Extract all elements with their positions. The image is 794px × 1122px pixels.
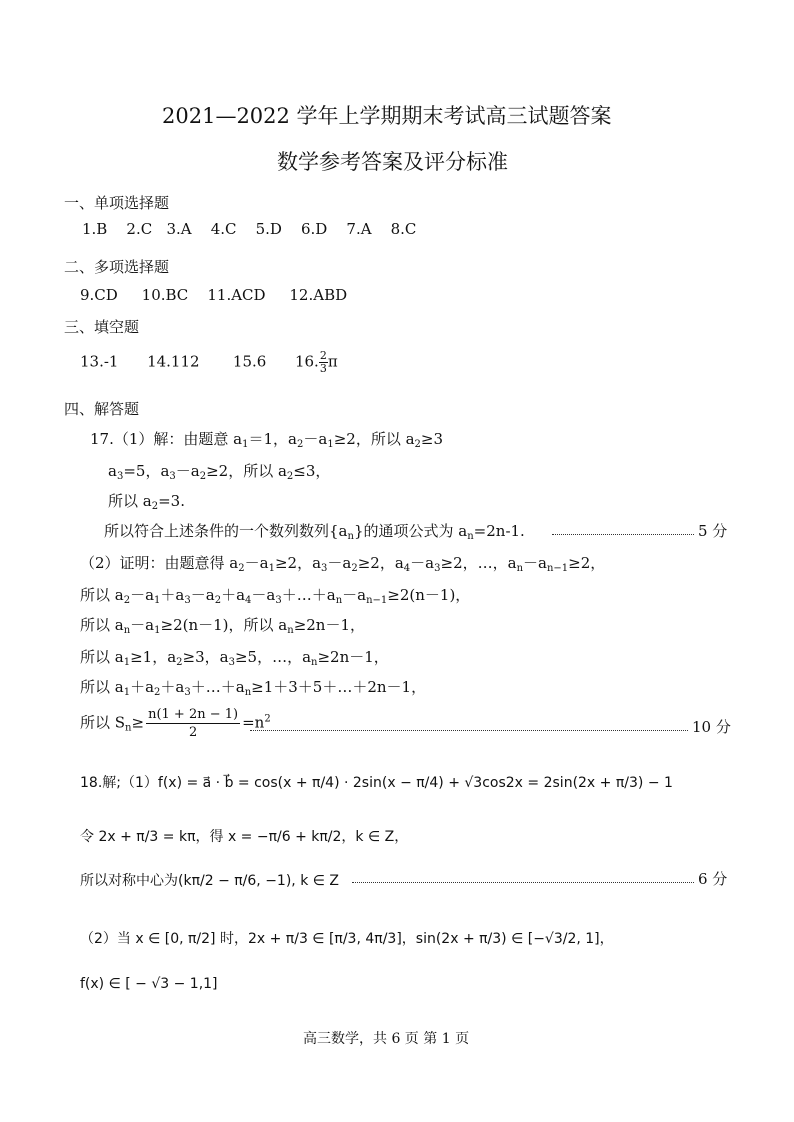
q17-line-10: 所以 $S_n\ge$ $\frac{n(1 + 2n - 1)}{2}$ $=n^2$ bbox=[80, 707, 271, 740]
section-2-heading: 二、多项选择题 bbox=[64, 258, 170, 276]
q17-line-9: 所以 $a_1+a_2+a_3+\dots+a_n\ge 1+3+5+\dots+2n-1$， bbox=[80, 678, 427, 698]
q18-line-3: 所以对称中心为(kπ/2 − π/6, −1), k ∈ Z bbox=[80, 873, 339, 889]
q17-line-6: 所以 $a_2-a_1+a_3-a_2+a_4-a_3+\dots+a_n-a_{n-1}\ge 2(n-1)$， bbox=[80, 586, 471, 606]
fill-answers: 13.-1 14.112 15.6 16. bbox=[80, 352, 319, 371]
section-1-answers: 1.B 2.C 3.A 4.C 5.D 6.D 7.A 8.C bbox=[82, 220, 417, 238]
score-5: 5 分 bbox=[698, 522, 728, 540]
fraction: $\frac{2}{3}$ bbox=[319, 349, 327, 375]
q17-line-3: 所以 $a_2=3$. bbox=[108, 492, 185, 512]
score-10: 10 分 bbox=[692, 718, 731, 736]
section-2-answers: 9.CD 10.BC 11.ACD 12.ABD bbox=[80, 286, 348, 304]
q17-line-8: 所以 $a_1\ge 1$，$a_2\ge 3$，$a_3\ge 5$，…，$a_n\ge 2n-1$， bbox=[80, 648, 389, 668]
score-leader bbox=[250, 730, 688, 731]
q18-line-1: 18.解;（1）f(x) = a⃗ · b⃗ = cos(x + π/4) · 2sin(x − π/4) + √3cos2x = 2sin(2x + π/3) − 1 bbox=[80, 775, 673, 791]
q18-line-4: （2）当 x ∈ [0, π/2] 时，2x + π/3 ∈ [π/3, 4π/3]，sin(2x + π/3) ∈ [−√3/2, 1]， bbox=[80, 931, 614, 947]
section-3-heading: 三、填空题 bbox=[64, 318, 140, 336]
q17-line-4: 所以符合上述条件的一个数列数列$\{a_n\}$的通项公式为 $a_n=2n-1$. bbox=[104, 522, 525, 542]
section-3-answers bbox=[80, 350, 338, 375]
q17-line-5: （2）证明：由题意得 $a_2-a_1\ge 2$，$a_3-a_2\ge 2$，$a_4-a_3\ge 2$，…，$a_n-a_{n-1}\ge 2$， bbox=[80, 554, 606, 574]
q17-line-1: 17.（1）解：由题意 $a_1=1$，$a_2-a_1\ge 2$，所以 $a_2\ge 3$ bbox=[90, 430, 444, 450]
section-4-heading: 四、解答题 bbox=[64, 400, 140, 418]
page-footer: 高三数学，共 6 页 第 1 页 bbox=[303, 1031, 470, 1047]
q18-line-2: 令 2x + π/3 = kπ，得 x = −π/6 + kπ/2，k ∈ Z， bbox=[80, 829, 409, 845]
score-leader bbox=[352, 882, 694, 883]
section-1-heading: 一、单项选择题 bbox=[64, 194, 170, 212]
page-subtitle: 数学参考答案及评分标准 bbox=[277, 150, 508, 174]
q18-line-5: f(x) ∈ [ − √3 − 1,1] bbox=[80, 976, 218, 992]
q17-line-7: 所以 $a_n-a_1\ge 2(n-1)$，所以 $a_n\ge 2n-1$， bbox=[80, 616, 366, 636]
score-6: 6 分 bbox=[698, 870, 728, 888]
pi-symbol: π bbox=[327, 352, 338, 371]
page-title: 2021—2022 学年上学期期末考试高三试题答案 bbox=[162, 104, 612, 128]
q17-line-2: $a_3=5$，$a_3-a_2\ge 2$，所以 $a_2\le 3$， bbox=[108, 462, 331, 482]
score-leader bbox=[552, 534, 694, 535]
